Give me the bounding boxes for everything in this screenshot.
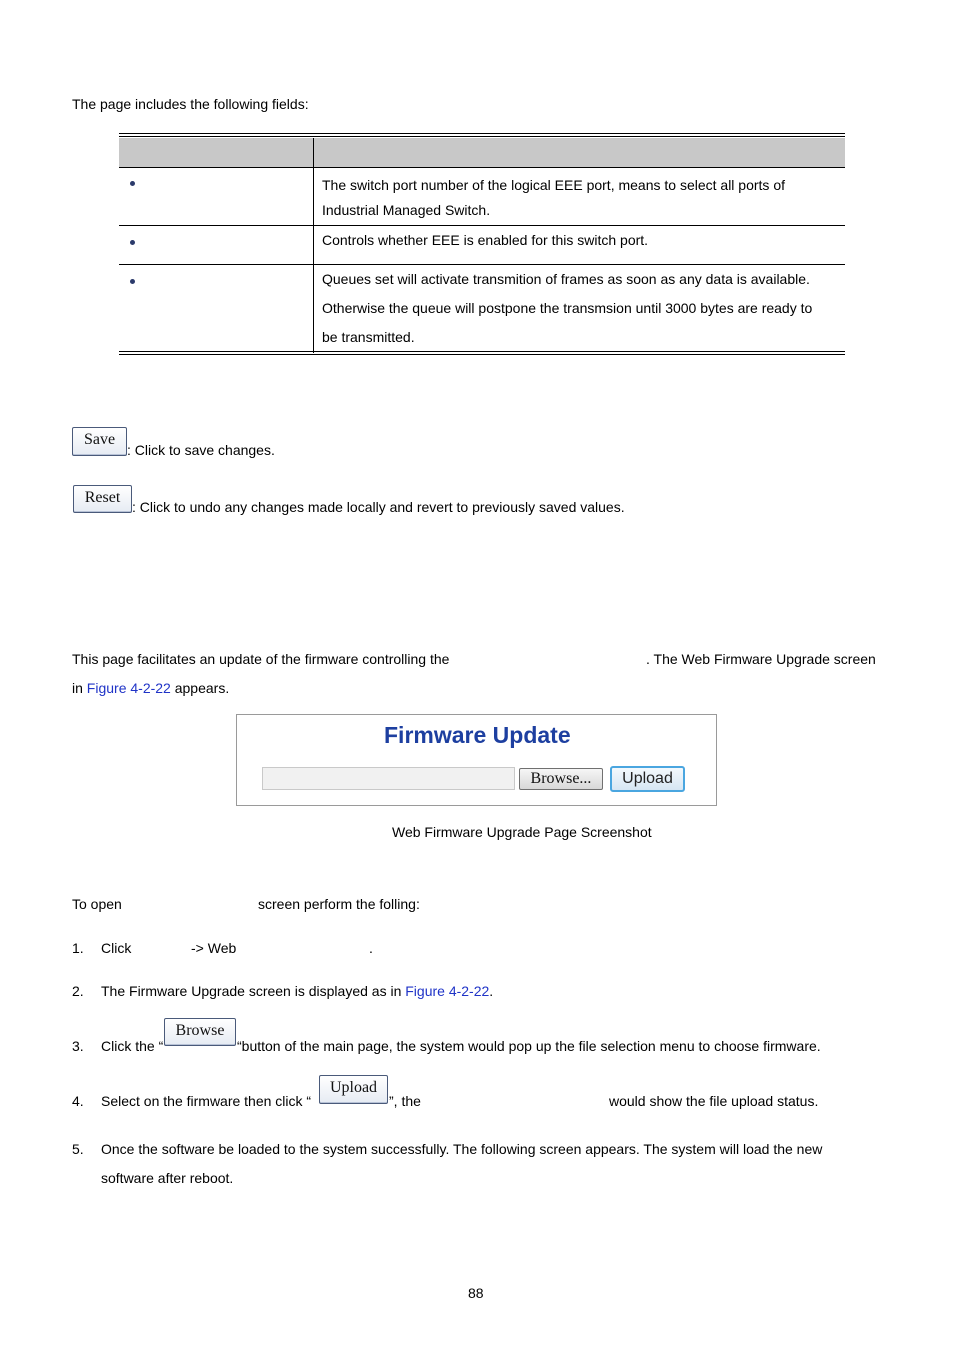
upload-button-image: Upload bbox=[319, 1075, 388, 1104]
table-top-rule-2 bbox=[119, 136, 845, 137]
step-1-text-c: . bbox=[369, 940, 373, 956]
save-button-image: Save bbox=[72, 427, 127, 456]
step-1-number: 1. bbox=[72, 940, 84, 956]
step-2-text-a: The Firmware Upgrade screen is displayed as in bbox=[101, 983, 406, 999]
step-3-text-b: “button of the main page, the system would pop up the file selection menu to choose firmware. bbox=[237, 1038, 821, 1054]
firmware-para-line2 bbox=[72, 679, 229, 697]
firmware-update-title: Firmware Update bbox=[384, 722, 571, 748]
page-number: 88 bbox=[468, 1285, 484, 1301]
step-5-line1: Once the software be loaded to the system successfully. The following screen appears. The system will load the new bbox=[101, 1141, 823, 1157]
table-row-divider bbox=[119, 225, 845, 226]
table-row-3-desc-line2: Otherwise the queue will postpone the transmsion until 3000 bytes are ready to bbox=[322, 300, 813, 316]
table-bottom-rule bbox=[119, 351, 845, 352]
browse-button-image: Browse bbox=[164, 1018, 236, 1046]
table-row-bullet bbox=[130, 240, 135, 245]
reset-button-image: Reset bbox=[73, 485, 132, 513]
reset-description: : Click to undo any changes made locally and revert to previously saved values. bbox=[132, 499, 625, 515]
step-2-figure-link[interactable]: Figure 4-2-22 bbox=[405, 983, 490, 999]
firmware-file-input[interactable] bbox=[262, 767, 515, 790]
step-4-number: 4. bbox=[72, 1093, 84, 1109]
table-row-bullet bbox=[130, 181, 135, 186]
step-2-number: 2. bbox=[72, 983, 84, 999]
browse-button[interactable]: Browse... bbox=[519, 768, 603, 790]
step-4-text-c: would show the file upload status. bbox=[609, 1093, 819, 1109]
step-2-text-b: . bbox=[489, 983, 494, 999]
table-row-1-desc-line2: Industrial Managed Switch. bbox=[322, 202, 491, 218]
table-row-3-desc-line1: Queues set will activate transmition of frames as soon as any data is available. bbox=[322, 271, 810, 287]
table-column-divider bbox=[313, 138, 314, 353]
figure-link[interactable]: Figure 4-2-22 bbox=[86, 680, 171, 696]
firmware-para-line2-a: in bbox=[72, 680, 87, 696]
step-1-text-b: -> Web bbox=[191, 940, 237, 956]
firmware-para-line1-a: This page facilitates an update of the firmware controlling the bbox=[72, 651, 450, 667]
step-5-number: 5. bbox=[72, 1141, 84, 1157]
table-row-2-desc-line1: Controls whether EEE is enabled for this switch port. bbox=[322, 232, 649, 248]
table-row-1-desc-line1: The switch port number of the logical EEE port, means to select all ports of bbox=[322, 177, 785, 193]
firmware-para-line2-b: appears. bbox=[170, 680, 230, 696]
table-top-rule bbox=[119, 133, 845, 134]
upload-button[interactable]: Upload bbox=[610, 766, 685, 792]
figure-caption: Web Firmware Upgrade Page Screenshot bbox=[392, 824, 652, 840]
step-5-line2: software after reboot. bbox=[101, 1170, 234, 1186]
table-row-divider bbox=[119, 264, 845, 265]
step-4-text-a: Select on the firmware then click “ bbox=[101, 1093, 312, 1109]
open-text-b: screen perform the folling: bbox=[258, 896, 420, 912]
save-description: : Click to save changes. bbox=[127, 442, 275, 458]
step-2-text bbox=[101, 982, 493, 1000]
step-3-text-a: Click the “ bbox=[101, 1038, 164, 1054]
step-4-text-b: ”, the bbox=[389, 1093, 421, 1109]
table-row-bullet bbox=[130, 279, 135, 284]
step-1-text-a: Click bbox=[101, 940, 132, 956]
step-3-number: 3. bbox=[72, 1038, 84, 1054]
intro-text: The page includes the following fields: bbox=[72, 96, 309, 112]
open-text-a: To open bbox=[72, 896, 122, 912]
table-row-3-desc-line3: be transmitted. bbox=[322, 329, 415, 345]
firmware-para-line1-b: . The Web Firmware Upgrade screen bbox=[646, 651, 876, 667]
table-header bbox=[119, 138, 845, 168]
table-bottom-rule-2 bbox=[119, 354, 845, 355]
